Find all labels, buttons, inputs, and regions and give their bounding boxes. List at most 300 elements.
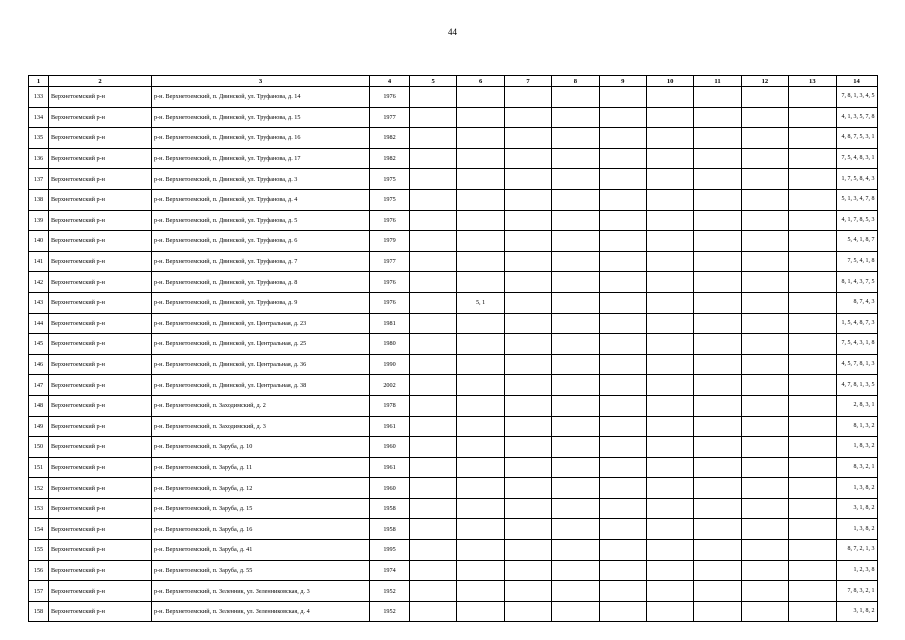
- column-12-cell: [741, 189, 788, 210]
- column-14-cell: 2, 8, 3, 1: [836, 395, 877, 416]
- address-cell: р-н. Верхнетоемский, п. Двинской, ул. Труфанова, д. 15: [152, 107, 370, 128]
- address-cell: р-н. Верхнетоемский, п. Заруба, д. 10: [152, 437, 370, 458]
- column-8-cell: [552, 87, 599, 108]
- column-6-cell: [457, 540, 504, 561]
- column-11-cell: [694, 87, 741, 108]
- column-8-cell: [552, 498, 599, 519]
- column-7-cell: [504, 519, 551, 540]
- column-7-cell: [504, 560, 551, 581]
- column-6-cell: [457, 416, 504, 437]
- column-5-cell: [410, 169, 457, 190]
- table-row: [29, 292, 878, 313]
- table-row: [29, 478, 878, 499]
- district-cell: Верхнетоемский р-н: [49, 292, 152, 313]
- column-8-cell: [552, 251, 599, 272]
- column-14-cell: 5, 1, 3, 4, 7, 8: [836, 189, 877, 210]
- year-cell: 1974: [370, 560, 410, 581]
- year-cell: 1952: [370, 601, 410, 622]
- address-cell: р-н. Верхнетоемский, п. Двинской, ул. Труфанова, д. 6: [152, 231, 370, 252]
- column-14-cell: 5, 4, 1, 8, 7: [836, 231, 877, 252]
- address-cell: р-н. Верхнетоемский, п. Двинской, ул. Центральная, д. 38: [152, 375, 370, 396]
- column-10-cell: [646, 560, 693, 581]
- year-cell: 1980: [370, 334, 410, 355]
- column-7-cell: [504, 128, 551, 149]
- column-12-cell: [741, 560, 788, 581]
- address-cell: р-н. Верхнетоемский, п. Двинской, ул. Труфанова, д. 17: [152, 148, 370, 169]
- column-11-cell: [694, 189, 741, 210]
- table-row: [29, 498, 878, 519]
- column-11-cell: [694, 416, 741, 437]
- district-cell: Верхнетоемский р-н: [49, 107, 152, 128]
- column-14-cell: 8, 7, 2, 1, 3: [836, 540, 877, 561]
- year-cell: 1976: [370, 210, 410, 231]
- row-number: 155: [29, 540, 49, 561]
- column-7-cell: [504, 375, 551, 396]
- year-cell: 1960: [370, 437, 410, 458]
- district-cell: Верхнетоемский р-н: [49, 375, 152, 396]
- district-cell: Верхнетоемский р-н: [49, 87, 152, 108]
- column-6-cell: [457, 334, 504, 355]
- column-9-cell: [599, 292, 646, 313]
- column-9-cell: [599, 169, 646, 190]
- column-6-cell: [457, 457, 504, 478]
- column-13-cell: [789, 601, 836, 622]
- row-number: 136: [29, 148, 49, 169]
- column-10-cell: [646, 313, 693, 334]
- year-cell: 1975: [370, 169, 410, 190]
- row-number: 152: [29, 478, 49, 499]
- column-8-cell: [552, 375, 599, 396]
- column-10-cell: [646, 272, 693, 293]
- column-14-cell: 7, 5, 4, 8, 3, 1: [836, 148, 877, 169]
- column-10-cell: [646, 601, 693, 622]
- column-10-cell: [646, 437, 693, 458]
- row-number: 153: [29, 498, 49, 519]
- column-9-cell: [599, 128, 646, 149]
- address-cell: р-н. Верхнетоемский, п. Двинской, ул. Труфанова, д. 9: [152, 292, 370, 313]
- column-9-cell: [599, 395, 646, 416]
- column-14-cell: 7, 5, 4, 1, 8: [836, 251, 877, 272]
- column-14-cell: 8, 3, 2, 1: [836, 457, 877, 478]
- column-10-cell: [646, 292, 693, 313]
- year-cell: 1978: [370, 395, 410, 416]
- column-11-cell: [694, 560, 741, 581]
- column-8-cell: [552, 313, 599, 334]
- column-5-cell: [410, 478, 457, 499]
- year-cell: 1995: [370, 540, 410, 561]
- row-number: 158: [29, 601, 49, 622]
- column-10-cell: [646, 231, 693, 252]
- column-6-cell: [457, 313, 504, 334]
- year-cell: 1977: [370, 107, 410, 128]
- column-10-cell: [646, 519, 693, 540]
- row-number: 138: [29, 189, 49, 210]
- column-12-cell: [741, 148, 788, 169]
- district-cell: Верхнетоемский р-н: [49, 334, 152, 355]
- year-cell: 1952: [370, 581, 410, 602]
- column-10-cell: [646, 478, 693, 499]
- column-5-cell: [410, 416, 457, 437]
- district-cell: Верхнетоемский р-н: [49, 169, 152, 190]
- column-10-cell: [646, 107, 693, 128]
- table-row: [29, 354, 878, 375]
- column-10-cell: [646, 169, 693, 190]
- page-number: 44: [448, 27, 457, 37]
- column-13-cell: [789, 169, 836, 190]
- row-number: 142: [29, 272, 49, 293]
- column-6-cell: [457, 560, 504, 581]
- address-cell: р-н. Верхнетоемский, п. Заруба, д. 11: [152, 457, 370, 478]
- column-13-cell: [789, 231, 836, 252]
- column-8-cell: [552, 169, 599, 190]
- year-cell: 1979: [370, 231, 410, 252]
- column-13-cell: [789, 498, 836, 519]
- column-6-cell: [457, 251, 504, 272]
- district-cell: Верхнетоемский р-н: [49, 210, 152, 231]
- column-12-cell: [741, 292, 788, 313]
- header-row: [29, 76, 878, 87]
- table-row: [29, 395, 878, 416]
- row-number: 157: [29, 581, 49, 602]
- column-7-cell: [504, 601, 551, 622]
- column-11-cell: [694, 169, 741, 190]
- column-11-cell: [694, 272, 741, 293]
- column-13-cell: [789, 540, 836, 561]
- column-6-cell: [457, 148, 504, 169]
- column-11-cell: [694, 107, 741, 128]
- column-header: 5: [410, 76, 457, 87]
- address-cell: р-н. Верхнетоемский, п. Двинской, ул. Труфанова, д. 16: [152, 128, 370, 149]
- column-8-cell: [552, 478, 599, 499]
- column-9-cell: [599, 560, 646, 581]
- column-9-cell: [599, 437, 646, 458]
- row-number: 145: [29, 334, 49, 355]
- year-cell: 1977: [370, 251, 410, 272]
- district-cell: Верхнетоемский р-н: [49, 189, 152, 210]
- column-13-cell: [789, 272, 836, 293]
- column-13-cell: [789, 478, 836, 499]
- column-12-cell: [741, 581, 788, 602]
- address-cell: р-н. Верхнетоемский, п. Двинской, ул. Центральная, д. 36: [152, 354, 370, 375]
- column-9-cell: [599, 251, 646, 272]
- column-12-cell: [741, 457, 788, 478]
- column-9-cell: [599, 581, 646, 602]
- address-cell: р-н. Верхнетоемский, п. Двинской, ул. Труфанова, д. 4: [152, 189, 370, 210]
- column-6-cell: [457, 375, 504, 396]
- address-cell: р-н. Верхнетоемский, п. Заруба, д. 41: [152, 540, 370, 561]
- table-row: [29, 334, 878, 355]
- column-13-cell: [789, 189, 836, 210]
- column-7-cell: [504, 313, 551, 334]
- column-header: 4: [370, 76, 410, 87]
- column-12-cell: [741, 87, 788, 108]
- table-row: [29, 87, 878, 108]
- column-header: 10: [646, 76, 693, 87]
- address-cell: р-н. Верхнетоемский, п. Двинской, ул. Центральная, д. 25: [152, 334, 370, 355]
- column-7-cell: [504, 169, 551, 190]
- column-7-cell: [504, 457, 551, 478]
- column-9-cell: [599, 313, 646, 334]
- column-14-cell: 1, 7, 5, 8, 4, 3: [836, 169, 877, 190]
- column-13-cell: [789, 334, 836, 355]
- column-7-cell: [504, 334, 551, 355]
- table-row: [29, 169, 878, 190]
- column-10-cell: [646, 354, 693, 375]
- year-cell: 1982: [370, 128, 410, 149]
- column-14-cell: 4, 1, 3, 5, 7, 8: [836, 107, 877, 128]
- column-10-cell: [646, 416, 693, 437]
- column-14-cell: 3, 1, 8, 2: [836, 601, 877, 622]
- column-14-cell: 8, 7, 4, 3: [836, 292, 877, 313]
- district-cell: Верхнетоемский р-н: [49, 128, 152, 149]
- row-number: 144: [29, 313, 49, 334]
- column-6-cell: [457, 272, 504, 293]
- column-12-cell: [741, 231, 788, 252]
- column-14-cell: 7, 5, 4, 3, 1, 8: [836, 334, 877, 355]
- column-6-cell: [457, 437, 504, 458]
- column-10-cell: [646, 334, 693, 355]
- column-7-cell: [504, 189, 551, 210]
- column-14-cell: 4, 8, 7, 5, 3, 1: [836, 128, 877, 149]
- column-14-cell: 4, 1, 7, 8, 5, 3: [836, 210, 877, 231]
- column-5-cell: [410, 581, 457, 602]
- address-cell: р-н. Верхнетоемский, п. Зеленник, ул. Зеленниковская, д. 3: [152, 581, 370, 602]
- address-cell: р-н. Верхнетоемский, п. Заходимский, д. 2: [152, 395, 370, 416]
- column-14-cell: 7, 8, 1, 3, 4, 5: [836, 87, 877, 108]
- column-header: 13: [789, 76, 836, 87]
- column-6-cell: [457, 581, 504, 602]
- district-cell: Верхнетоемский р-н: [49, 478, 152, 499]
- table-row: [29, 560, 878, 581]
- district-cell: Верхнетоемский р-н: [49, 416, 152, 437]
- column-11-cell: [694, 251, 741, 272]
- column-11-cell: [694, 292, 741, 313]
- column-12-cell: [741, 478, 788, 499]
- column-9-cell: [599, 375, 646, 396]
- row-number: 156: [29, 560, 49, 581]
- column-6-cell: [457, 128, 504, 149]
- column-5-cell: [410, 189, 457, 210]
- year-cell: 1976: [370, 292, 410, 313]
- column-6-cell: [457, 601, 504, 622]
- column-11-cell: [694, 128, 741, 149]
- column-8-cell: [552, 189, 599, 210]
- column-7-cell: [504, 478, 551, 499]
- column-14-cell: 4, 7, 8, 1, 3, 5: [836, 375, 877, 396]
- column-7-cell: [504, 107, 551, 128]
- column-5-cell: [410, 313, 457, 334]
- column-13-cell: [789, 395, 836, 416]
- column-5-cell: [410, 272, 457, 293]
- table-row: [29, 601, 878, 622]
- column-5-cell: [410, 498, 457, 519]
- table-row: [29, 581, 878, 602]
- column-11-cell: [694, 519, 741, 540]
- column-13-cell: [789, 87, 836, 108]
- year-cell: 1958: [370, 519, 410, 540]
- district-cell: Верхнетоемский р-н: [49, 498, 152, 519]
- table-row: [29, 107, 878, 128]
- column-7-cell: [504, 148, 551, 169]
- column-11-cell: [694, 498, 741, 519]
- column-12-cell: [741, 498, 788, 519]
- column-12-cell: [741, 437, 788, 458]
- column-7-cell: [504, 231, 551, 252]
- column-5-cell: [410, 395, 457, 416]
- column-8-cell: [552, 395, 599, 416]
- address-cell: р-н. Верхнетоемский, п. Заруба, д. 12: [152, 478, 370, 499]
- column-14-cell: 1, 8, 3, 2: [836, 437, 877, 458]
- column-13-cell: [789, 251, 836, 272]
- column-6-cell: [457, 210, 504, 231]
- row-number: 146: [29, 354, 49, 375]
- column-5-cell: [410, 540, 457, 561]
- column-8-cell: [552, 581, 599, 602]
- register-table: [28, 75, 878, 622]
- column-5-cell: [410, 87, 457, 108]
- column-header: 9: [599, 76, 646, 87]
- address-cell: р-н. Верхнетоемский, п. Заруба, д. 55: [152, 560, 370, 581]
- column-14-cell: 1, 2, 3, 8: [836, 560, 877, 581]
- column-6-cell: [457, 354, 504, 375]
- district-cell: Верхнетоемский р-н: [49, 313, 152, 334]
- column-7-cell: [504, 416, 551, 437]
- address-cell: р-н. Верхнетоемский, п. Двинской, ул. Труфанова, д. 14: [152, 87, 370, 108]
- column-10-cell: [646, 210, 693, 231]
- column-12-cell: [741, 395, 788, 416]
- row-number: 150: [29, 437, 49, 458]
- table-row: [29, 416, 878, 437]
- column-6-cell: [457, 478, 504, 499]
- column-12-cell: [741, 169, 788, 190]
- row-number: 140: [29, 231, 49, 252]
- column-13-cell: [789, 128, 836, 149]
- column-14-cell: 1, 3, 8, 2: [836, 478, 877, 499]
- row-number: 133: [29, 87, 49, 108]
- year-cell: 1975: [370, 189, 410, 210]
- column-11-cell: [694, 375, 741, 396]
- address-cell: р-н. Верхнетоемский, п. Заруба, д. 15: [152, 498, 370, 519]
- address-cell: р-н. Верхнетоемский, п. Двинской, ул. Центральная, д. 23: [152, 313, 370, 334]
- column-6-cell: [457, 498, 504, 519]
- row-number: 134: [29, 107, 49, 128]
- column-9-cell: [599, 107, 646, 128]
- column-10-cell: [646, 498, 693, 519]
- column-6-cell: [457, 189, 504, 210]
- column-5-cell: [410, 148, 457, 169]
- column-14-cell: 8, 1, 4, 3, 7, 5: [836, 272, 877, 293]
- column-8-cell: [552, 437, 599, 458]
- table-row: [29, 189, 878, 210]
- column-6-cell: [457, 87, 504, 108]
- column-8-cell: [552, 210, 599, 231]
- column-6-cell: [457, 231, 504, 252]
- column-11-cell: [694, 231, 741, 252]
- table-row: [29, 437, 878, 458]
- column-9-cell: [599, 87, 646, 108]
- district-cell: Верхнетоемский р-н: [49, 395, 152, 416]
- column-10-cell: [646, 375, 693, 396]
- column-7-cell: [504, 395, 551, 416]
- district-cell: Верхнетоемский р-н: [49, 540, 152, 561]
- column-5-cell: [410, 107, 457, 128]
- column-13-cell: [789, 416, 836, 437]
- column-13-cell: [789, 581, 836, 602]
- column-11-cell: [694, 437, 741, 458]
- column-7-cell: [504, 251, 551, 272]
- column-10-cell: [646, 128, 693, 149]
- column-12-cell: [741, 540, 788, 561]
- column-11-cell: [694, 540, 741, 561]
- column-9-cell: [599, 148, 646, 169]
- table-row: [29, 457, 878, 478]
- column-header: 11: [694, 76, 741, 87]
- column-13-cell: [789, 210, 836, 231]
- column-11-cell: [694, 581, 741, 602]
- year-cell: 1961: [370, 457, 410, 478]
- column-10-cell: [646, 189, 693, 210]
- column-11-cell: [694, 313, 741, 334]
- column-7-cell: [504, 581, 551, 602]
- column-8-cell: [552, 334, 599, 355]
- column-8-cell: [552, 519, 599, 540]
- column-8-cell: [552, 231, 599, 252]
- column-6-cell: [457, 395, 504, 416]
- table-row: [29, 231, 878, 252]
- column-8-cell: [552, 107, 599, 128]
- column-7-cell: [504, 87, 551, 108]
- column-9-cell: [599, 210, 646, 231]
- column-6-cell: [457, 107, 504, 128]
- column-6-cell: 5, 1: [457, 292, 504, 313]
- district-cell: Верхнетоемский р-н: [49, 231, 152, 252]
- column-9-cell: [599, 334, 646, 355]
- column-8-cell: [552, 148, 599, 169]
- column-7-cell: [504, 540, 551, 561]
- year-cell: 1982: [370, 148, 410, 169]
- column-header: 6: [457, 76, 504, 87]
- column-13-cell: [789, 313, 836, 334]
- column-13-cell: [789, 560, 836, 581]
- column-8-cell: [552, 540, 599, 561]
- year-cell: 2002: [370, 375, 410, 396]
- year-cell: 1961: [370, 416, 410, 437]
- column-10-cell: [646, 395, 693, 416]
- column-9-cell: [599, 231, 646, 252]
- column-13-cell: [789, 292, 836, 313]
- column-14-cell: 4, 5, 7, 8, 1, 3: [836, 354, 877, 375]
- column-9-cell: [599, 457, 646, 478]
- column-9-cell: [599, 272, 646, 293]
- column-11-cell: [694, 148, 741, 169]
- table-row: [29, 375, 878, 396]
- address-cell: р-н. Верхнетоемский, п. Двинской, ул. Труфанова, д. 5: [152, 210, 370, 231]
- column-8-cell: [552, 354, 599, 375]
- district-cell: Верхнетоемский р-н: [49, 457, 152, 478]
- column-5-cell: [410, 251, 457, 272]
- column-13-cell: [789, 354, 836, 375]
- column-5-cell: [410, 292, 457, 313]
- district-cell: Верхнетоемский р-н: [49, 437, 152, 458]
- column-12-cell: [741, 107, 788, 128]
- column-13-cell: [789, 519, 836, 540]
- column-10-cell: [646, 87, 693, 108]
- table-row: [29, 210, 878, 231]
- column-8-cell: [552, 416, 599, 437]
- row-number: 139: [29, 210, 49, 231]
- column-9-cell: [599, 189, 646, 210]
- column-12-cell: [741, 128, 788, 149]
